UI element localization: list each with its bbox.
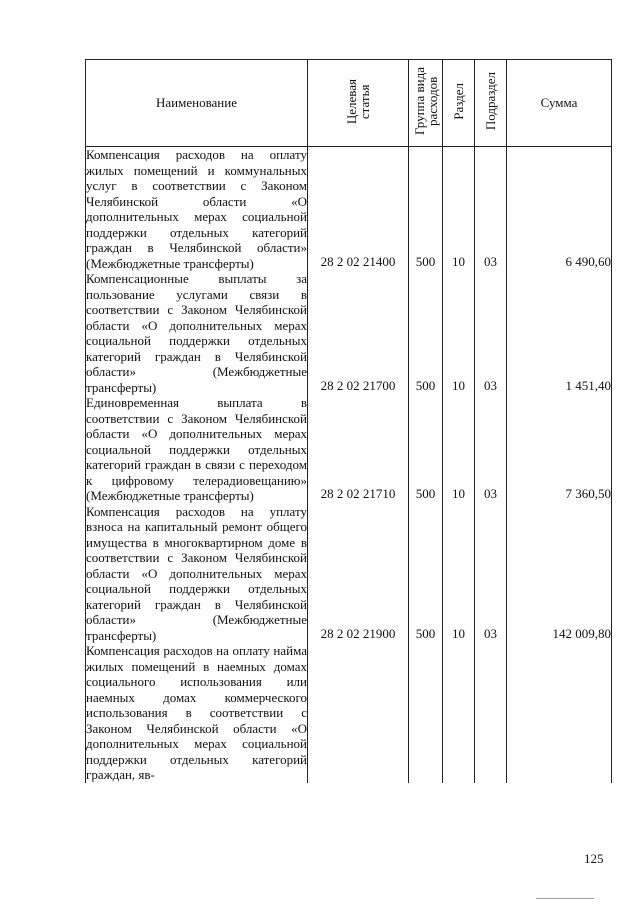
table-row <box>86 147 612 272</box>
row-sum: 6 490,60 <box>507 147 612 272</box>
row-sum <box>507 643 612 783</box>
row-group <box>409 643 443 783</box>
row-subsection: 03 <box>475 395 507 504</box>
header-name-label: Наименование <box>156 95 237 111</box>
row-target: 28 2 02 21900 <box>308 504 409 644</box>
row-group: 500 <box>409 504 443 644</box>
table-row <box>86 271 612 395</box>
header-group <box>409 60 443 147</box>
row-target: 28 2 02 21400 <box>308 147 409 272</box>
header-section <box>443 60 475 147</box>
budget-table <box>85 59 612 783</box>
row-group: 500 <box>409 395 443 504</box>
table-row <box>86 643 612 783</box>
header-name <box>86 60 308 147</box>
bottom-rule <box>536 898 594 899</box>
table-row <box>86 504 612 644</box>
row-sum: 142 009,80 <box>507 504 612 644</box>
row-section <box>443 643 475 783</box>
row-section: 10 <box>443 504 475 644</box>
header-sum <box>507 60 612 147</box>
header-sum-label: Сумма <box>540 95 578 111</box>
row-sum: 7 360,50 <box>507 395 612 504</box>
page-number: 125 <box>584 851 604 866</box>
table-header-row <box>86 60 612 147</box>
row-name: Компенсация расходов на оплату жилых помещений и коммунальных услуг в соответствии с Законом Челябинской области «О дополнительных мерах социальной поддержки отдельных категорий граждан в Челябинской области» (Межбюджетные трансферты) <box>86 147 307 271</box>
header-subsection-label: Подраздел <box>483 72 498 131</box>
row-subsection: 03 <box>475 271 507 395</box>
row-section: 10 <box>443 271 475 395</box>
row-name: Единовременная выплата в соответствии с Законом Челябинской области «О дополнительных мерах социальной поддержки отдельных категорий граждан в связи с переходом к цифровому телерадиовещанию» (Межбюджетные трансферты) <box>86 395 307 503</box>
row-sum: 1 451,40 <box>507 271 612 395</box>
row-section: 10 <box>443 147 475 272</box>
row-subsection <box>475 643 507 783</box>
row-group: 500 <box>409 271 443 395</box>
header-target <box>308 60 409 147</box>
header-target-label: Целевая статья <box>344 78 372 124</box>
header-subsection <box>475 60 507 147</box>
row-section: 10 <box>443 395 475 504</box>
row-target: 28 2 02 21700 <box>308 271 409 395</box>
row-subsection: 03 <box>475 504 507 644</box>
row-group: 500 <box>409 147 443 272</box>
row-name: Компенсация расходов на оплату найма жилых помещений в наемных домах социального использования или наемных домах коммерческого использования в соответствии с Законом Челябинской области «О дополнительных мерах социальной поддержки отдельных категорий граждан, яв- <box>86 643 307 782</box>
row-target: 28 2 02 21710 <box>308 395 409 504</box>
row-subsection: 03 <box>475 147 507 272</box>
row-name: Компенсация расходов на уплату взноса на капитальный ремонт общего имущества в многоквартирном доме в соответствии с Законом Челябинской области «О дополнительных мерах социальной поддержки отдельных категорий граждан в Челябинской области» (Межбюджетные трансферты) <box>86 503 307 643</box>
row-name: Компенсационные выплаты за пользование услугами связи в соответствии с Законом Челябинской области «О дополнительных мерах социальной поддержки отдельных категорий граждан в Челябинской области» (Межбюджетные трансферты) <box>86 271 307 395</box>
row-target <box>308 643 409 783</box>
table-row <box>86 395 612 504</box>
header-group-label: Группа вида расходов <box>411 67 440 136</box>
header-section-label: Раздел <box>451 82 466 120</box>
